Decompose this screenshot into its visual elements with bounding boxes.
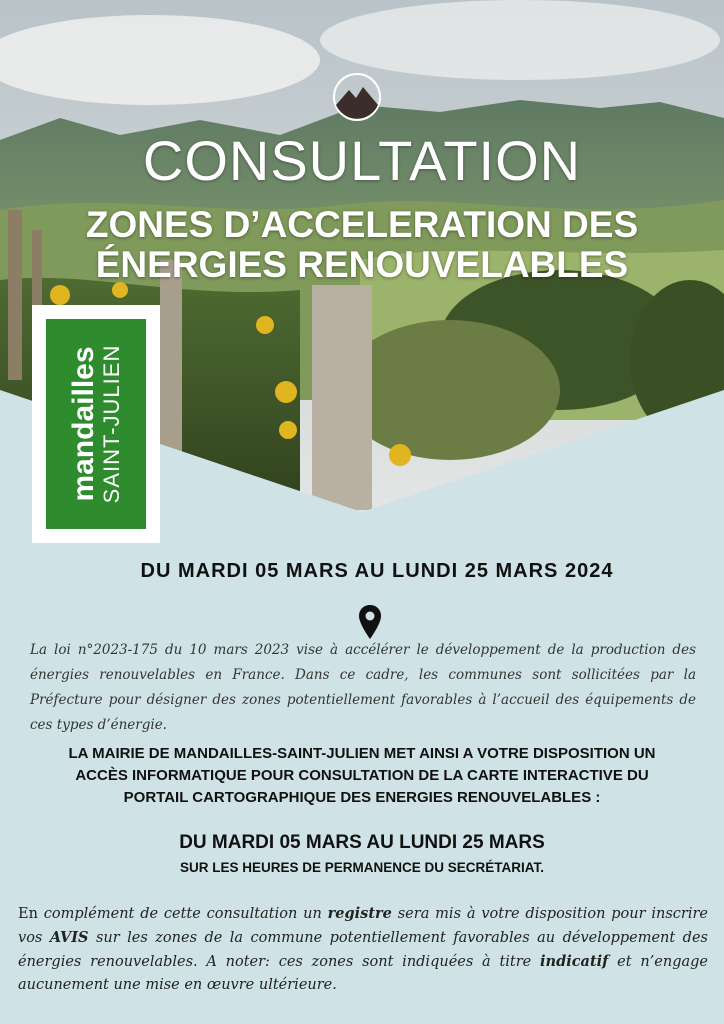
badge-name-2: SAINT-JULIEN (99, 344, 124, 504)
complement-text-5: et n’engage aucunement une mise en œuvre ultérieure. (18, 954, 708, 993)
mairie-announcement (20, 743, 704, 809)
badge-text (68, 319, 124, 529)
mandailles-logo-badge (32, 305, 160, 543)
complement-paragraph (18, 902, 708, 997)
complement-text-2: complément de cette consultation un (43, 906, 328, 922)
consultation-dates: DU MARDI 05 MARS AU LUNDI 25 MARS 2024 (140, 560, 614, 582)
mountain-logo-icon (332, 72, 382, 122)
complement-text-1: En (18, 906, 44, 922)
intro-paragraph: La loi n°2023-175 du 10 mars 2023 vise à accélérer le développement de la production des énergies renouvelables en France. Dans ce cadre, les communes sont sollicitées par la Préfecture pour désigner des zones potentiellement favorables à l’accueil des équipements de ces types d’énergie. (30, 642, 696, 733)
subtitle-line-1: ZONES D’ACCELERATION DES (85, 204, 639, 245)
mairie-line-2: ACCÈS INFORMATIQUE POUR CONSULTATION DE LA CARTE INTERACTIVE DU (75, 767, 649, 784)
registre-emphasis: registre (327, 905, 392, 922)
badge-green-panel (46, 319, 146, 529)
mairie-line-3: PORTAIL CARTOGRAPHIQUE DES ENERGIES RENOUVELABLES : (123, 789, 601, 806)
indicatif-emphasis: indicatif (540, 953, 609, 970)
complement-text-3: sera mis à votre disposition pour inscrire vos (18, 906, 708, 946)
opening-hours-note: SUR LES HEURES DE PERMANENCE DU SECRÉTARIAT. (179, 860, 545, 875)
consultation-period: DU MARDI 05 MARS AU LUNDI 25 MARS (179, 832, 545, 853)
subtitle-line-2: ÉNERGIES RENOUVELABLES (95, 244, 629, 285)
complement-text-4: sur les zones de la commune potentiellement favorables au développement des énergies renouvelables. A noter: ces zones sont indiquées à titre (18, 930, 708, 970)
mairie-line-1: LA MAIRIE DE MANDAILLES-SAINT-JULIEN MET AINSI A VOTRE DISPOSITION UN (68, 745, 656, 762)
avis-emphasis: AVIS (49, 929, 89, 946)
page-subtitle (40, 205, 684, 285)
badge-name: mandailles (67, 346, 100, 502)
location-pin-icon (358, 604, 382, 640)
page-title: CONSULTATION (142, 129, 582, 192)
